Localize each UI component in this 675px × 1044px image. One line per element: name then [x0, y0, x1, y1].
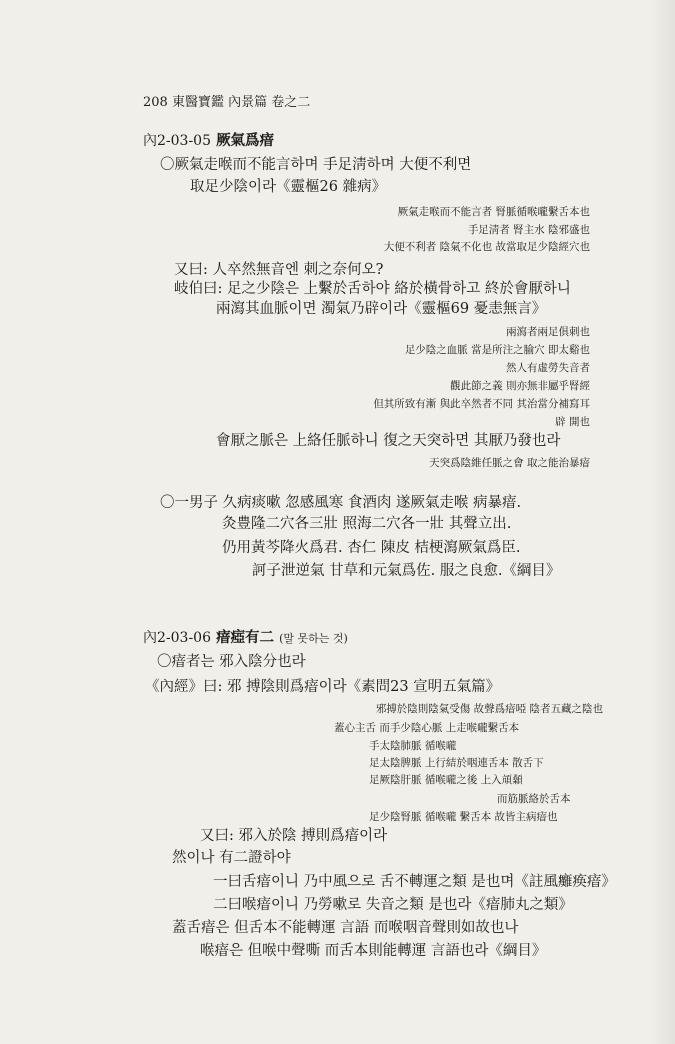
text-line: 又曰: 邪入於陰 搏則爲瘖이라	[200, 828, 388, 844]
text-line: 然이나 有二證하야	[172, 850, 291, 866]
annotation-line: 辟 開也	[555, 416, 590, 428]
text-line: 訶子泄逆氣 甘草和元氣爲佐. 服之良愈.《綱目》	[252, 563, 561, 579]
annotation-line: 足少陰之血脈 當是所注之腧穴 即太谿也	[404, 344, 590, 356]
text-line: 〇厥氣走喉而不能言하며 手足淸하며 大便不利면	[160, 157, 472, 173]
annotation-line: 而筋脈絡於舌本	[497, 793, 571, 805]
annotation-line: 但其所致有漸 與此卒然者不同 其治當分補寫耳	[373, 398, 590, 410]
text-line: 二曰喉瘖이니 乃勞嗽로 失音之類 是也라《瘖肺丸之類》	[213, 897, 573, 913]
text-line: 又曰: 人卒然無音엔 刺之奈何오?	[174, 262, 384, 278]
annotation-line: 觀此節之義 則亦無非屬乎腎經	[450, 380, 590, 392]
section-title: 瘖瘂有二	[216, 629, 275, 646]
section-subtitle: (말 못하는 것)	[279, 632, 348, 645]
text-line: 一曰舌瘖이니 乃中風으로 舌不轉運之類 是也며《註風癱痪瘖》	[213, 874, 616, 890]
annotation-line: 然人有虛勞失音者	[506, 362, 590, 374]
text-line: 《內經》曰: 邪 搏陰則爲瘖이라《素問23 宣明五氣篇》	[145, 679, 501, 695]
annotation-line: 蓋心主舌 而手少陰心脈 上走喉嚨繫舌本	[334, 722, 520, 734]
annotation-line: 足少陰腎脈 循喉嚨 繫舌本 故皆主病瘖也	[369, 811, 558, 823]
annotation-line: 足厥陰肝脈 循喉嚨之後 上入頏顙	[369, 774, 523, 786]
text-line: 灸豊隆二穴各三壯 照海二穴各一壯 其聲立出.	[222, 516, 512, 532]
section-title: 厥氣爲瘖	[216, 132, 275, 149]
text-line: 喉瘖은 但喉中聲嘶 而舌本則能轉運 言語也라《綱目》	[200, 943, 547, 959]
text-line: 仍用黃芩降火爲君. 杏仁 陳皮 桔梗瀉厥氣爲臣.	[222, 540, 521, 556]
text-line: 蓋舌瘖은 但舌本不能轉運 言語 而喉咽音聲則如故也나	[172, 920, 519, 936]
annotation-line: 大便不利者 陰氣不化也 故當取足少陰經穴也	[383, 241, 590, 253]
annotation-line: 手足淸者 腎主水 陰邪盛也	[467, 224, 590, 236]
annotation-line: 足太陰脾脈 上行結於咽連舌本 散舌下	[369, 757, 544, 769]
annotation-line: 手太陰肺脈 循喉嚨	[369, 740, 457, 752]
text-line: 兩瀉其血脈이면 濁氣乃辟이라《靈樞69 憂恚無言》	[216, 301, 547, 317]
page-header: 208 東醫寶鑑 內景篇 卷之二	[143, 95, 311, 110]
section-heading-1	[143, 133, 274, 150]
text-line: 〇瘖者는 邪入陰分也라	[157, 654, 306, 670]
section-heading-2	[143, 630, 348, 647]
text-line: 會厭之脈은 上絡任脈하니 復之天突하면 其厭乃發也라	[216, 433, 561, 449]
annotation-line: 厥氣走喉而不能言者 腎脈循喉嚨繫舌本也	[397, 206, 590, 218]
annotation-line: 兩瀉者兩足俱刺也	[506, 326, 590, 338]
annotation-line: 天突爲陰維任脈之會 取之能治暴瘖	[429, 457, 590, 469]
section-id: 內2-03-06	[143, 630, 211, 646]
page-spine-shadow	[649, 0, 675, 1044]
text-line: 〇一男子 久病痰嗽 忽感風寒 食酒肉 遂厥氣走喉 病暴瘖.	[160, 495, 522, 511]
text-line: 岐伯曰: 足之少陰은 上繫於舌하야 絡於橫骨하고 終於會厭하니	[174, 281, 571, 297]
text-line: 取足少陰이라《靈樞26 雜病》	[190, 179, 387, 195]
annotation-line: 邪搏於陰則陰氣受傷 故聲爲瘖啞 陰者五藏之陰也	[375, 703, 603, 715]
section-id: 內2-03-05	[143, 133, 211, 149]
